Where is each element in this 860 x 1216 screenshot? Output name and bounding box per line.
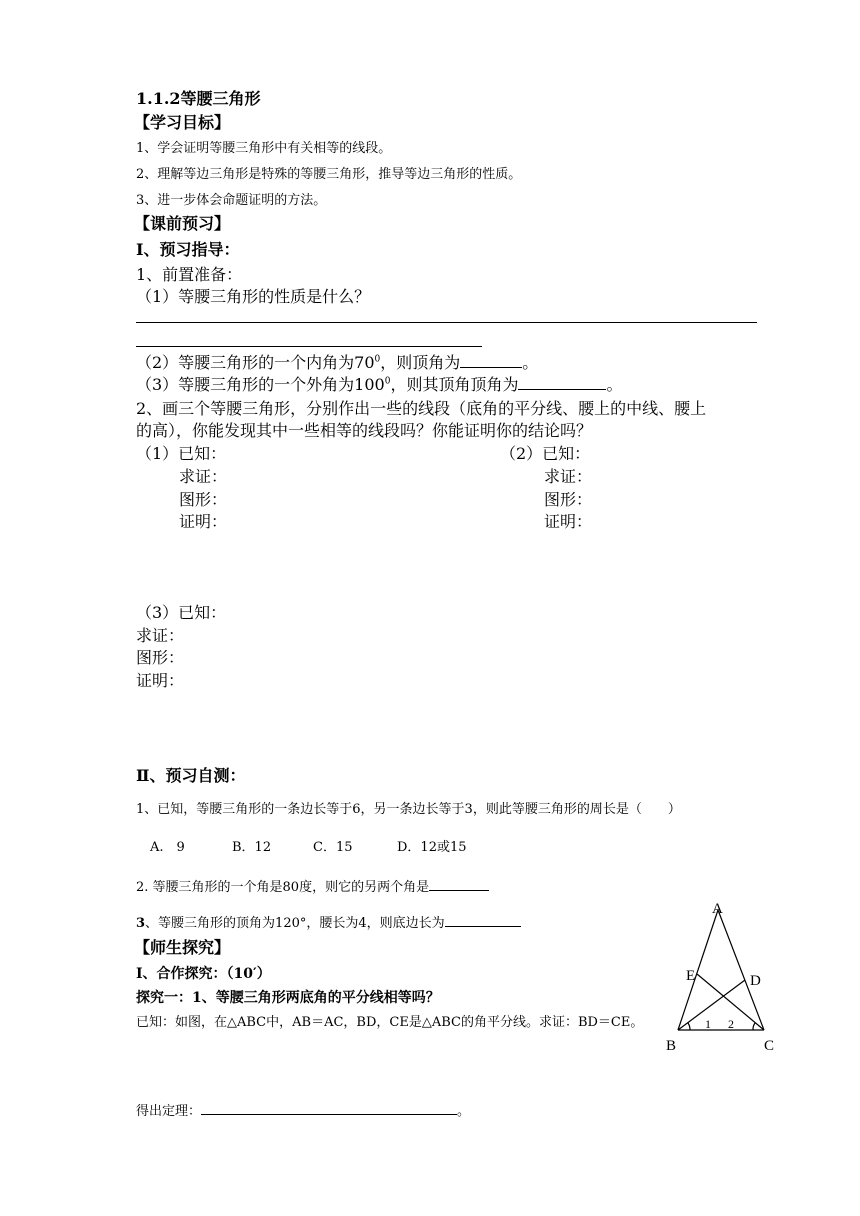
goal-item: 3、进一步体会命题证明的方法。 [136,193,327,208]
answer-line[interactable] [136,322,757,323]
question-2: （2）等腰三角形的一个内角为$70^0$，则顶角为 。 [136,353,539,372]
preview-heading: 【课前预习】 [134,214,231,233]
goal-item: 1、学会证明等腰三角形中有关相等的线段。 [136,141,392,156]
answer-blank[interactable] [460,353,522,368]
label-e: E [686,968,696,984]
task-2-line1: 2、画三个等腰三角形，分别作出一些的线段（底角的平分线、腰上的中线、腰上 [136,399,707,418]
question-3: （3）等腰三角形的一个外角为$100^0$，则其顶角顶角为 。 [136,375,623,394]
explore-heading: 【师生探究】 [134,938,231,957]
label-angle-1: 1 [705,1017,711,1031]
goals-heading: 【学习目标】 [134,113,231,132]
label-a: A [712,901,723,917]
proof1-proof: 证明： [179,512,228,531]
angle-2-arc [753,1023,755,1030]
selftest-question-2: 2. 等腰三角形的一个角是80度，则它的另两个角是 [136,876,489,895]
proof3-prove: 求证： [136,626,185,645]
proof1-figure: 图形： [179,490,228,509]
task-2-line2: 的高），你能发现其中一些相等的线段吗？你能证明你的结论吗？ [136,421,593,440]
goal-item: 2、理解等边三角形是特殊的等腰三角形，推导等边三角形的性质。 [136,167,522,182]
guide-heading: Ⅰ、预习指导： [136,240,240,259]
given-statement: 已知：如图，在△ABC中，AB＝AC，BD，CE是△ABC的角平分线。求证：BD＝CE。 [136,1015,644,1030]
side-ac [718,910,764,1030]
option-a[interactable]: A. 9 [150,840,185,855]
proof3-known: （3）已知： [136,603,227,622]
option-b[interactable]: B．12 [232,840,272,855]
probe-1: 探究一：1、等腰三角形两底角的平分线相等吗？ [136,990,440,1006]
question-1: （1）等腰三角形的性质是什么？ [136,287,371,306]
coop-heading: Ⅰ、合作探究：（10′） [136,966,271,982]
proof3-figure: 图形： [136,648,185,667]
proof2-figure: 图形： [544,490,593,509]
option-d[interactable]: D．12或15 [397,840,467,855]
label-angle-2: 2 [728,1017,734,1031]
side-ab [678,910,718,1030]
answer-blank[interactable] [201,1100,457,1115]
triangle-figure [660,896,786,1056]
option-c[interactable]: C．15 [313,840,353,855]
label-d: D [750,973,761,989]
answer-blank[interactable] [518,375,606,390]
angle-1-arc [688,1023,690,1030]
answer-blank[interactable] [429,876,489,891]
proof1-prove: 求证： [179,467,228,486]
page-title: 1.1.2等腰三角形 [136,89,261,108]
selftest-question-1: 1、已知，等腰三角形的一条边长等于6，另一条边长等于3，则此等腰三角形的周长是（ ） [136,802,681,817]
proof2-known: （2）已知： [500,444,591,463]
label-c: C [764,1038,775,1054]
proof1-known: （1）已知： [136,444,227,463]
proof2-prove: 求证： [544,467,593,486]
answer-blank[interactable] [445,912,521,927]
label-b: B [666,1038,677,1054]
selftest-heading: Ⅱ、预习自测： [136,766,246,785]
theorem-line: 得出定理： 。 [136,1100,470,1119]
answer-line[interactable] [136,346,482,347]
proof3-proof: 证明： [136,671,185,690]
proof2-proof: 证明： [544,512,593,531]
prep-label: 1、前置准备： [136,265,243,284]
selftest-question-3: 3、等腰三角形的顶角为120°，腰长为4，则底边长为 [136,912,521,931]
